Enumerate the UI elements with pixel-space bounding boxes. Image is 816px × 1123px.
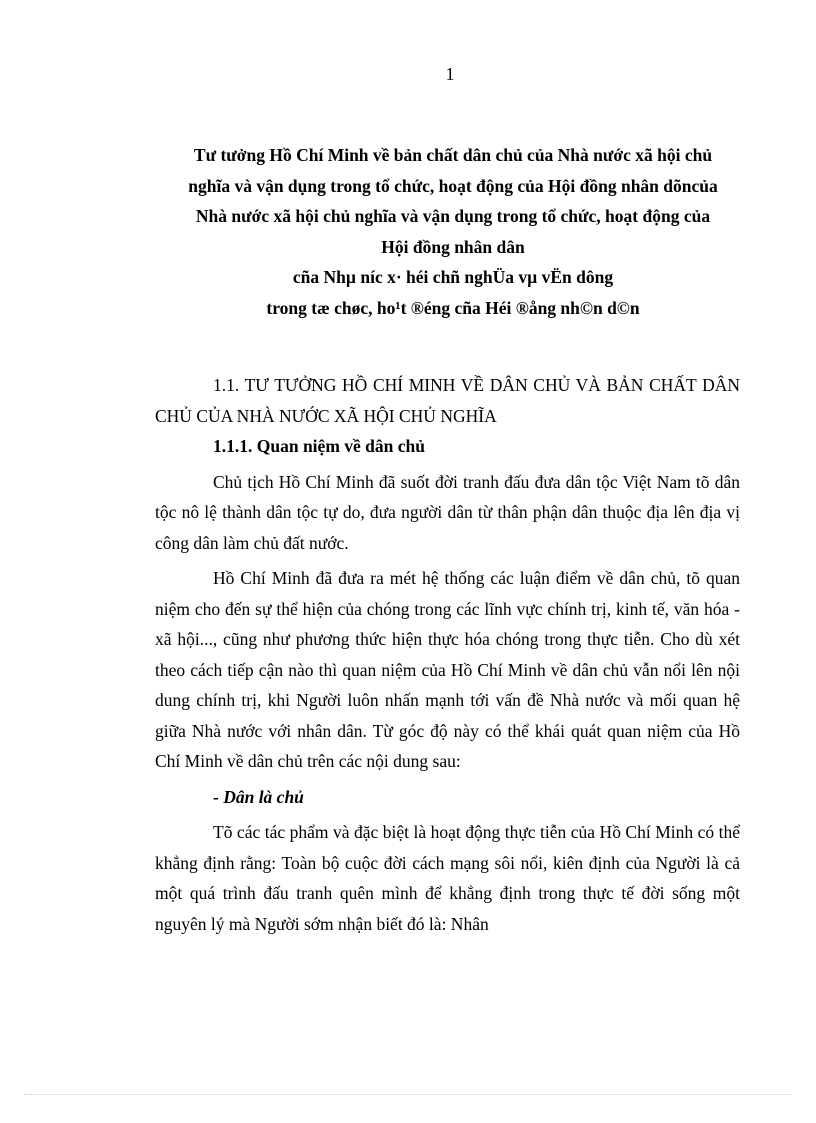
page-number: 1 [445, 64, 455, 84]
page-bottom-divider [24, 1094, 792, 1095]
title-line: nghĩa và vận dụng trong tổ chức, hoạt động của Hội đồng nhân dõncủa [188, 175, 718, 196]
paragraph: Chủ tịch Hồ Chí Minh đã suốt đời tranh đấu đưa dân tộc Việt Nam tõ dân tộc nô lệ thành dân tộc tự do, đưa người dân từ thân phận dân thuộc địa lên địa vị công dân làm chủ đất nước. [155, 471, 740, 553]
title-line-garbled: trong tæ chøc, ho¹t ®éng cña Héi ®ång nh©n d©n [266, 297, 640, 318]
paragraph: Tõ các tác phẩm và đặc biệt là hoạt động thực tiễn của Hồ Chí Minh có thể khẳng định rằng: Toàn bộ cuộc đời cách mạng sôi nổi, kiên định của Người là cả một quá trình đấu tranh quên mình để khẳng định trong thực tế đời sống một nguyên lý mà Người sớm nhận biết đó là: Nhân [155, 822, 740, 934]
italic-heading: - Dân là chủ [213, 786, 304, 807]
title-line: Tư tưởng Hồ Chí Minh về bản chất dân chủ của Nhà nước xã hội chủ [193, 145, 713, 165]
title-line: Hội đồng nhân dân [381, 236, 525, 257]
subheading: 1.1.1. Quan niệm về dân chủ [213, 436, 425, 456]
section-heading: 1.1. TƯ TƯỞNG HỒ CHÍ MINH VỀ DÂN CHỦ VÀ BẢN CHẤT DÂN CHỦ CỦA NHÀ NƯỚC XÃ HỘI CHỦ NGHĨA [155, 375, 740, 426]
paragraph: Hồ Chí Minh đã đưa ra mét hệ thống các luận điểm về dân chủ, tõ quan niệm cho đến sự thể hiện của chóng trong các lĩnh vực chính trị, kinh tế, văn hóa - xã hội..., cũng như phương thức hiện thực hóa chóng trong thực tiễn. Cho dù xét theo cách tiếp cận nào thì quan niệm của Hồ Chí Minh về dân chủ vẫn nổi lên nội dung chính trị, khi Người luôn nhấn mạnh tới vấn đề Nhà nước và mối quan hệ giữa Nhà nước với nhân dân. Từ góc độ này có thể khái quát quan niệm của Hồ Chí Minh về dân chủ trên các nội dung sau: [155, 568, 740, 771]
title-line-garbled: cña Nhµ níc x· héi chñ nghÜa vµ vËn dông [292, 267, 614, 287]
document-body [155, 370, 740, 939]
title-line: Nhà nước xã hội chủ nghĩa và vận dụng trong tổ chức, hoạt động của [195, 206, 711, 226]
document-title [148, 140, 758, 323]
